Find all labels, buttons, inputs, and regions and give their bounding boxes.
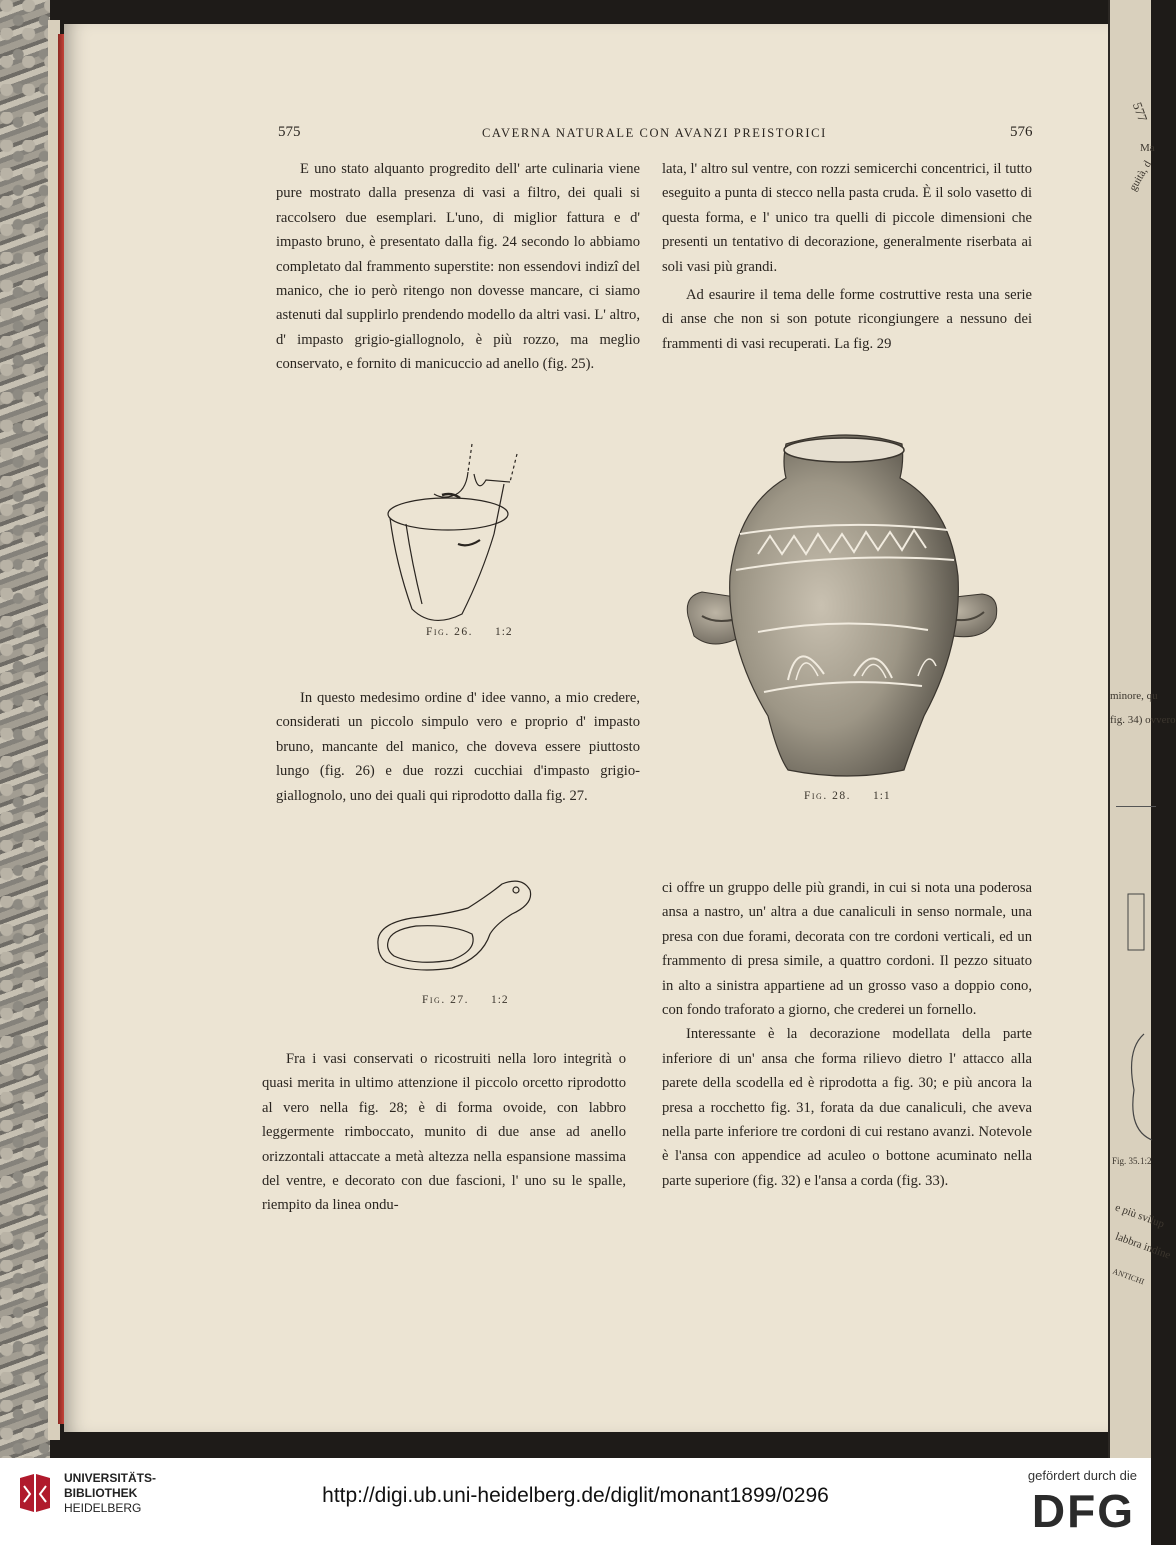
fig27-caption	[422, 994, 509, 1006]
funded-by-label: gefördert durch die	[1027, 1468, 1137, 1483]
permalink-url[interactable]: http://digi.ub.uni-heidelberg.de/diglit/monant1899/0296	[322, 1484, 829, 1507]
fig28-scale: 1:1	[872, 790, 891, 802]
next-page-fragment: minore, qu	[1110, 690, 1158, 702]
paragraph: ci offre un gruppo delle più grandi, in cui si nota una poderosa ansa a nastro, un' altra a due canaliculi in senso normale, una presa con due forami, decorata con tre cordoni verticali, ed un frammento di presa simile, a quattro cordoni. Il pezzo situato in alto a sinistra appartiene ad un grosso vaso a doppio cono, con fondo traforato a giorno, che crederei un fornello.	[662, 880, 1032, 1019]
book-page	[64, 24, 1108, 1432]
next-page-fragment: ANTICHI	[1111, 1266, 1146, 1287]
next-page-figure-outline	[1120, 890, 1150, 970]
next-page-fragment: Ma	[1140, 142, 1155, 154]
running-header-title: CAVERNA NATURALE CON AVANZI PREISTORICI	[482, 126, 827, 140]
left-text-block-2	[276, 686, 640, 808]
fig26-caption	[426, 626, 513, 638]
next-page-fragment: 1:2	[1140, 1156, 1152, 1166]
fig26-scale: 1:2	[494, 626, 513, 638]
next-page-figure-outline	[1124, 1030, 1154, 1150]
fig26-label: Fig. 26.	[426, 626, 473, 638]
paragraph: E uno stato alquanto progredito dell' arte culinaria viene pure mostrato dalla presenza di vasi a filtro, dei quali si raccolsero due esemplari. L'uno, di miglior fattura e d' impasto bruno, è presentato dalla fig. 24 secondo lo abbiamo completato dal frammento superstite: non essendovi indizî del manico, che io però ritengo non dovesse mancare, ci siamo astenuti dal supplirlo prendendo modello da altri vasi. L' altro, d' impasto grigio-giallognolo, è più rozzo, ma meglio conservato, e fornito di manicuccio ad anello (fig. 25).	[276, 161, 640, 373]
next-page-fragment: labbra indine	[1113, 1230, 1173, 1262]
library-name: UNIVERSITÄTS- BIBLIOTHEK HEIDELBERG	[64, 1471, 157, 1515]
fig27-scale: 1:2	[490, 994, 509, 1006]
next-page-sliver	[1110, 0, 1176, 1458]
fig27-spoon-drawing	[372, 874, 542, 984]
fig26-simpulum-drawing	[382, 444, 532, 644]
left-text-block-3	[262, 1047, 626, 1218]
paragraph: Ad esaurire il tema delle forme costruttive resta una serie di anse che non si son potute ricongiungere a nessuno dei frammenti di vasi recuperati. La fig. 29	[662, 287, 1032, 352]
right-text-block-2	[662, 876, 1032, 1193]
fig28-caption	[804, 790, 891, 802]
next-page-rule	[1116, 806, 1156, 807]
next-page-fragment: e più svilup	[1113, 1201, 1166, 1231]
next-page-fragment: fig. 34) ovvero	[1110, 714, 1176, 726]
left-page-number: 575	[278, 124, 301, 140]
dfg-logo: DFG	[1031, 1485, 1135, 1537]
next-page-number: 577	[1129, 100, 1151, 124]
next-page-fragment: guità, d	[1127, 158, 1154, 194]
next-page-fragment: Fig. 35.	[1112, 1156, 1140, 1166]
right-text-block-1	[662, 157, 1032, 356]
paragraph: Fra i vasi conservati o ricostruiti nella loro integrità o quasi merita in ultimo attenzione il piccolo orcetto riprodotto al vero nella fig. 28; è di forma ovoide, con labbro leggermente rimboccato, munito di due anse ad anello orizzontali attaccate a metà altezza nella espansione massima del ventre, e decorato con due fascioni, l' uno su le spalle, riempito da linea ondu-	[262, 1051, 626, 1214]
paragraph: Interessante è la decorazione modellata della parte inferiore di un' ansa che forma rilievo dietro l' attacco alla parete della scodella ed è riprodotta a fig. 30; e più ancora la presa a rocchetto fig. 31, forata da due canaliculi, che aveva nella parte inferiore tre cordoni di cui restano avanzi. Notevole è l'ansa con appendice ad aculeo o bottone acuminato nella parte superiore (fig. 32) e l'ansa a corda (fig. 33).	[662, 1026, 1032, 1189]
fig28-vase-illustration	[678, 426, 1008, 786]
fig27-label: Fig. 27.	[422, 994, 469, 1006]
paragraph: lata, l' altro sul ventre, con rozzi semicerchi concentrici, il tutto eseguito a punta di stecco nella pasta cruda. È il solo vasetto di questa forma, e l' unico tra quelli di piccole dimensioni che presenti un tentativo di decorazione, generalmente riserbata ai soli vasi più grandi.	[662, 161, 1032, 275]
paragraph: In questo medesimo ordine d' idee vanno, a mio credere, considerati un piccolo simpulo vero e proprio d' impasto bruno, mancante del manico, che doveva essere piuttosto lungo (fig. 26) e due rozzi cucchiai d'impasto grigio-giallognolo, uno dei quali qui riprodotto dalla fig. 27.	[276, 690, 640, 804]
right-page-number: 576	[1010, 124, 1033, 140]
left-text-block-1	[276, 157, 640, 377]
digitization-footer	[0, 1458, 1151, 1545]
marbled-book-edge	[0, 0, 50, 1458]
fig28-label: Fig. 28.	[804, 790, 851, 802]
